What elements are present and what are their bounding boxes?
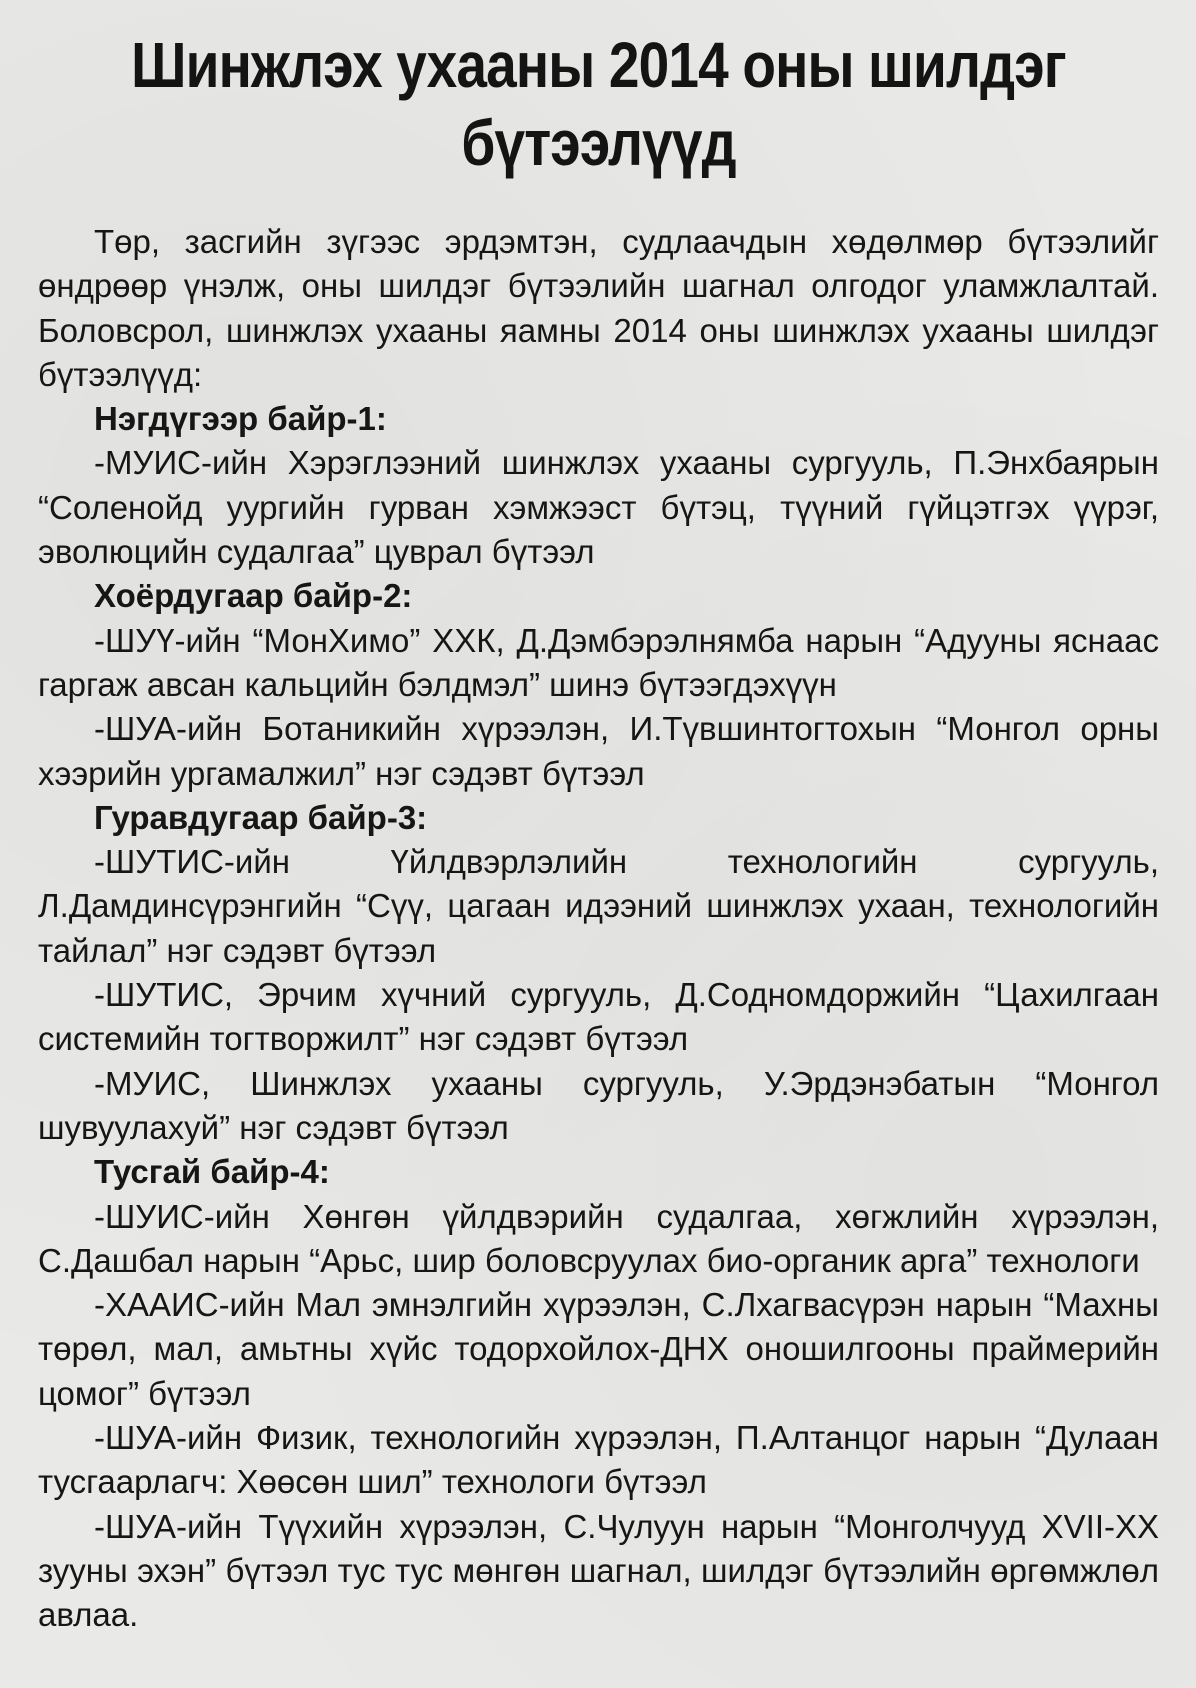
headline-line-2: бүтээлүүд	[461, 107, 736, 179]
award-entry: -ШУА-ийн Физик, технологийн хүрээлэн, П.Алтанцог нарын “Дулаан тусгаарлагч: Хөөсөн шил” технологи бүтээл	[38, 1419, 1159, 1501]
intro-paragraph: Төр, засгийн зүгээс эрдэмтэн, судлаачдын хөдөлмөр бүтээлийг өндрөөр үнэлж, оны шилдэг бүтээлийн шагнал олгодог уламжлалтай. Боловсрол, шинжлэх ухааны яамны 2014 оны шинжлэх ухааны шилдэг бүтээлүүд:	[38, 223, 1159, 393]
place-heading-1: Нэгдүгээр байр-1:	[94, 400, 387, 438]
award-entry: -ШУА-ийн Ботаникийн хүрээлэн, И.Түвшинтогтохын “Монгол орны хээрийн ургамалжил” нэг сэдэвт бүтээл	[38, 710, 1159, 792]
award-entry: -МУИС, Шинжлэх ухааны сургууль, У.Эрдэнэбатын “Монгол шувуулахуй” нэг сэдэвт бүтээл	[38, 1064, 1159, 1146]
article-body	[38, 220, 1159, 1638]
article-headline	[116, 26, 1080, 182]
place-heading-4: Тусгай байр-4:	[94, 1153, 330, 1191]
award-entry: -ШУТИС, Эрчим хүчний сургууль, Д.Содномдоржийн “Цахилгаан системийн тогтворжилт” нэг сэдэвт бүтээл	[38, 976, 1159, 1058]
headline-line-1: Шинжлэх ухааны 2014 оны шилдэг	[131, 29, 1066, 101]
place-heading-2: Хоёрдугаар байр-2:	[94, 577, 413, 615]
award-entry: -ШУА-ийн Түүхийн хүрээлэн, С.Чулуун нарын “Монголчууд XVII-XX зууны эхэн” бүтээл тус тус мөнгөн шагнал, шилдэг бүтээлийн өргөмжлөл авлаа.	[38, 1507, 1159, 1634]
award-entry: -ШУТИС-ийн Үйлдвэрлэлийн технологийн сургууль, Л.Дамдинсүрэнгийн “Сүү, цагаан идээний шинжлэх ухаан, технологийн тайлал” нэг сэдэвт бүтээл	[38, 843, 1159, 969]
award-entry: -МУИС-ийн Хэрэглээний шинжлэх ухааны сургууль, П.Энхбаярын “Соленойд уургийн гурван хэмжээст бүтэц, түүний гүйцэтгэх үүрэг, эволюцийн судалгаа” цуврал бүтээл	[38, 444, 1159, 571]
award-entry: -ШУҮ-ийн “МонХимо” ХХК, Д.Дэмбэрэлнямба нарын “Адууны яснаас гаргаж авсан кальцийн бэлдмэл” шинэ бүтээгдэхүүн	[38, 621, 1159, 703]
award-entry: -ХААИС-ийн Мал эмнэлгийн хүрээлэн, С.Лхагвасүрэн нарын “Махны төрөл, мал, амьтны хүйс тодорхойлох-ДНХ оношилгооны праймерийн цомог” бүтээл	[38, 1286, 1159, 1412]
award-entry: -ШУИС-ийн Хөнгөн үйлдвэрийн судалгаа, хөгжлийн хүрээлэн, С.Дашбал нарын “Арьс, шир боловсруулах био-органик арга” технологи	[38, 1197, 1159, 1279]
place-heading-3: Гуравдугаар байр-3:	[94, 798, 428, 836]
